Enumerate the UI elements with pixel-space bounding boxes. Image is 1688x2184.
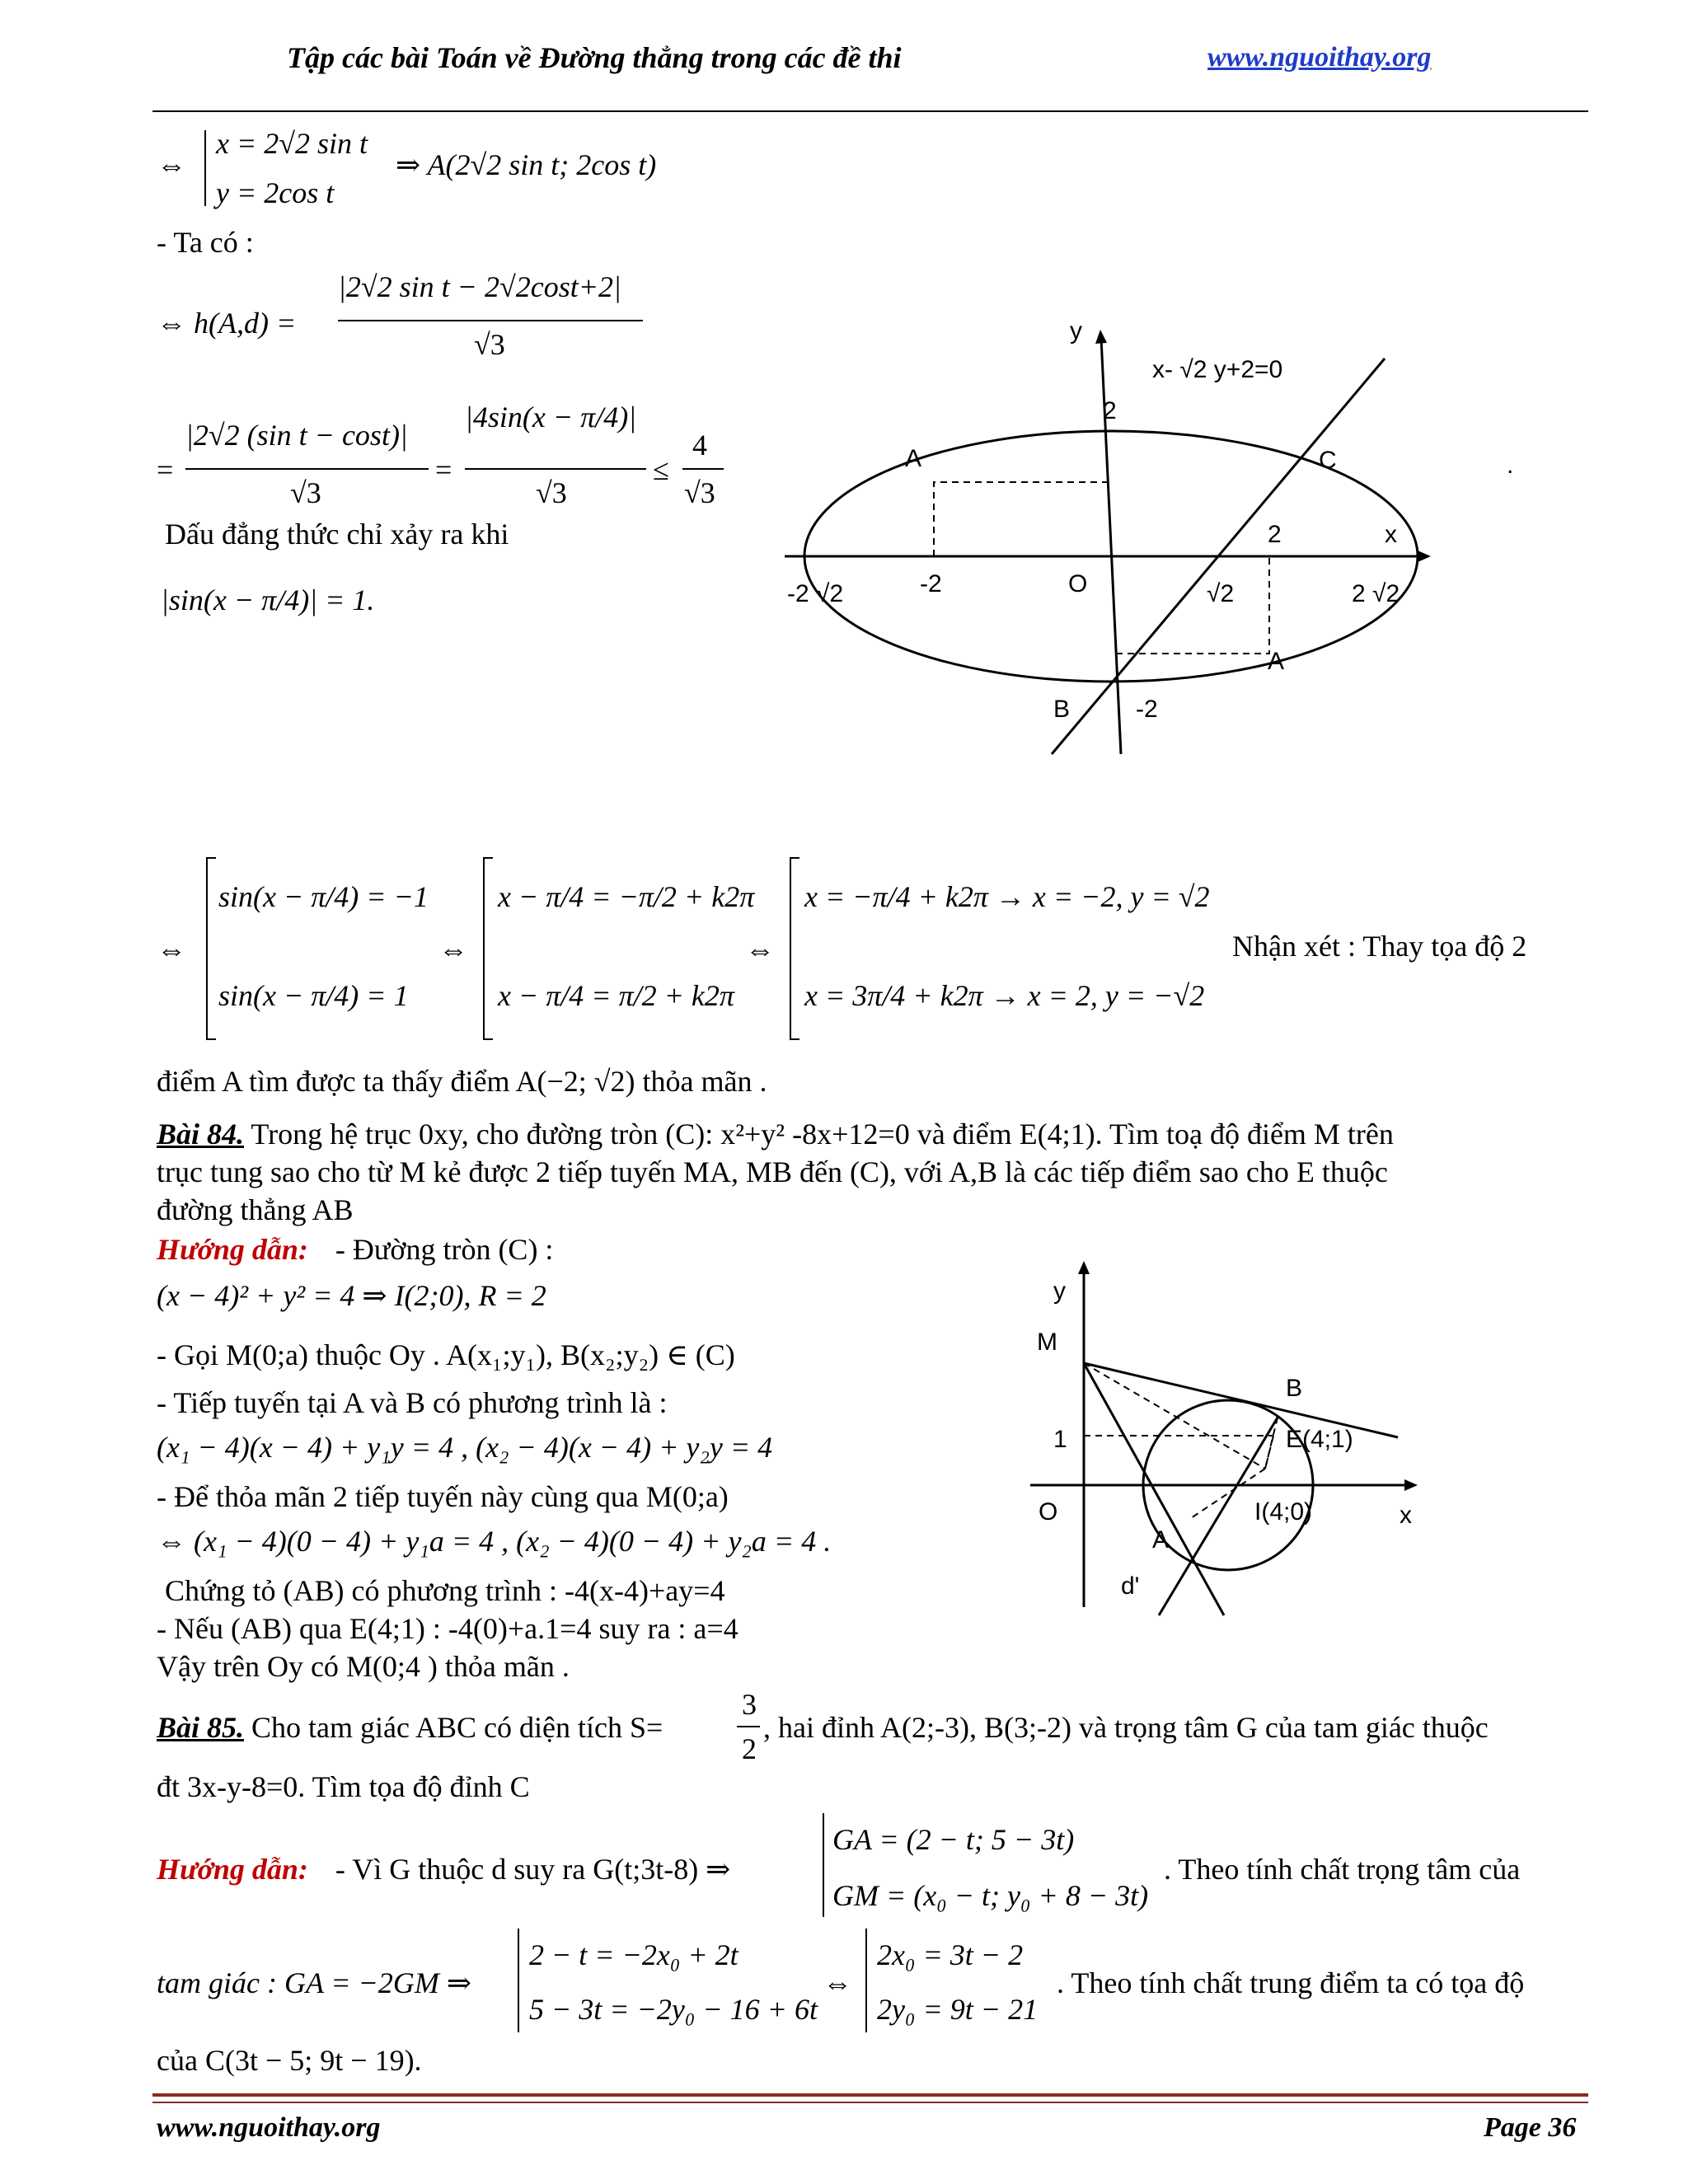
bai85-s4: 2y₀ = 9t − 21 [877, 1993, 1039, 2026]
bai84-text3: đường thẳng AB [157, 1193, 354, 1226]
fig1-dot: . [1507, 452, 1514, 479]
eq-den1: √3 [290, 476, 321, 509]
dau-bang: Dấu đẳng thức chỉ xảy ra khi [165, 518, 509, 551]
fig2-d: d' [1121, 1572, 1140, 1600]
eq-bar2 [465, 468, 646, 470]
case-bracket-1 [206, 857, 216, 1040]
fig2-y-label: y [1053, 1277, 1066, 1305]
bai84-l5: (x₁ − 4)(x − 4) + y₁y = 4 , (x₂ − 4)(x − 4) + y₂y = 4 [157, 1431, 773, 1464]
fig2-y-arrow [1078, 1261, 1090, 1274]
bai85-s3: 2x₀ = 3t − 2 [877, 1938, 1024, 1971]
fig1-y-label: y [1070, 317, 1082, 344]
case-b1: x − π/4 = −π/2 + k2π [498, 880, 755, 913]
fig2-B: B [1286, 1375, 1303, 1402]
fig1-tick-r2: √2 [1207, 580, 1235, 607]
bai84-l9: - Nếu (AB) qua E(4;1) : -4(0)+a.1=4 suy ra : a=4 [157, 1612, 738, 1645]
bai85-s2: 5 − 3t = −2y₀ − 16 + 6t [529, 1993, 818, 2026]
fig1-origin: O [1068, 570, 1088, 598]
circle-figure [1014, 1253, 1442, 1632]
fig2-E: E(4;1) [1286, 1426, 1353, 1453]
x-axis-arrow [1418, 551, 1431, 562]
bai85-title: Bài 85. [157, 1711, 245, 1744]
ta-co: - Ta có : [157, 226, 254, 259]
fig2-O: O [1039, 1498, 1058, 1526]
eq-mid: = [435, 453, 452, 486]
case-b2: x − π/4 = π/2 + k2π [498, 979, 734, 1012]
bai84-l6: - Để thỏa mãn 2 tiếp tuyến này cùng qua M(0;a) [157, 1480, 729, 1513]
bai85-text1a: Cho tam giác ABC có diện tích S= [251, 1711, 663, 1744]
h-lhs: ⇔ h(A,d) = [157, 307, 297, 340]
footer-page-number: Page 36 [1484, 2112, 1577, 2143]
fig1-tick-m2-y: -2 [1136, 696, 1158, 723]
cases-iff-1: ⇔ [157, 933, 186, 966]
eq-num1: |2√2 (sin t − cost)| [185, 419, 408, 452]
case-bracket-3 [790, 857, 799, 1040]
bai85-huong-dan: Hướng dẫn: [157, 1853, 308, 1886]
eq-num3: 4 [692, 429, 707, 462]
eq-den2: √3 [536, 476, 567, 509]
bai85-brace1 [823, 1813, 824, 1917]
bai84-l2: (x − 4)² + y² = 4 ⇒ I(2;0), R = 2 [157, 1279, 546, 1312]
fig1-tick-m2r2: -2 √2 [787, 580, 844, 607]
fig1-x-label: x [1385, 521, 1397, 548]
sys-eq1: x = 2√2 sin t [216, 127, 368, 160]
fig1-tick-2r2: 2 √2 [1352, 580, 1400, 607]
sys-eq2: y = 2cos t [216, 176, 335, 209]
case-c1: x = −π/4 + k2π → x = −2, y = √2 [804, 880, 1210, 913]
fig1-line-label: x- √2 y+2=0 [1152, 356, 1283, 383]
bai85-l2a: tam giác : GA = −2GM ⇒ [157, 1966, 472, 1999]
bai85-l3: của C(3t − 5; 9t − 19). [157, 2044, 422, 2077]
h-frac-bar [338, 320, 643, 321]
bai85-s-bar [737, 1726, 760, 1727]
bai85-l1: - Vì G thuộc d suy ra G(t;3t-8) ⇒ [335, 1853, 731, 1886]
dashed-MI [1084, 1363, 1265, 1469]
bai85-l2b: . Theo tính chất trung điểm ta có tọa độ [1057, 1966, 1525, 1999]
fig1-tick-2-y: 2 [1103, 397, 1117, 424]
case-bracket-2 [483, 857, 493, 1040]
bai85-s-den: 2 [742, 1732, 757, 1765]
sys-result: ⇒ A(2√2 sin t; 2cos t) [396, 148, 657, 181]
bai84-huong-dan: Hướng dẫn: [157, 1233, 308, 1266]
fig1-label-A-bottom: A [1268, 648, 1285, 675]
fig2-x-arrow [1404, 1479, 1418, 1491]
bai85-gm: GM = (x₀ − t; y₀ + 8 − 3t) [832, 1879, 1149, 1912]
footer-site[interactable]: www.nguoithay.org [157, 2112, 381, 2143]
cases-conclusion: điểm A tìm được ta thấy điểm A(−2; √2) thỏa mãn . [157, 1065, 767, 1098]
nhan-xet: Nhận xét : Thay tọa độ 2 [1232, 930, 1527, 963]
header-title: Tập các bài Toán về Đường thẳng trong các đề thi [287, 41, 902, 74]
bai84-title: Bài 84. [157, 1118, 245, 1151]
cases-iff-2: ⇔ [438, 933, 468, 966]
bai85-s-num: 3 [742, 1688, 757, 1721]
h-denominator: √3 [474, 328, 505, 361]
bai85-brace3 [865, 1929, 867, 2032]
bai85-brace2 [518, 1929, 519, 2032]
fig1-label-A-top: A [905, 445, 922, 472]
bai84-l8: Chứng tỏ (AB) có phương trình : -4(x-4)+ay=4 [165, 1574, 725, 1607]
y-axis-arrow [1095, 330, 1107, 344]
case-c2: x = 3π/4 + k2π → x = 2, y = −√2 [804, 979, 1205, 1012]
bai84-l7: ⇔ (x₁ − 4)(0 − 4) + y₁a = 4 , (x₂ − 4)(0 − 4) + y₂a = 4 . [157, 1525, 832, 1558]
bai85-l2m: ⇔ [823, 1966, 852, 1999]
fig2-x-label: x [1400, 1502, 1412, 1529]
bai84-l10: Vậy trên Oy có M(0;4 ) thỏa mãn . [157, 1650, 570, 1683]
ellipse-figure [775, 317, 1451, 762]
bai84-l3: - Gọi M(0;a) thuộc Oy . A(x₁;y₁), B(x₂;y₂) ∈ (C) [157, 1338, 735, 1371]
bai84-text2: trục tung sao cho từ M kẻ được 2 tiếp tuyến MA, MB đến (C), với A,B là các tiếp điểm sao cho E thuộc [157, 1155, 1388, 1188]
eq-den3: √3 [684, 476, 715, 509]
bai85-text2: đt 3x-y-8=0. Tìm tọa độ đỉnh C [157, 1770, 530, 1803]
case-a2: sin(x − π/4) = 1 [218, 979, 409, 1012]
fig1-label-C: C [1319, 447, 1337, 474]
dashed-A-top [934, 482, 1109, 556]
fig2-one: 1 [1053, 1426, 1067, 1453]
fig1-tick-2-x: 2 [1268, 521, 1282, 548]
eq-bar1 [185, 468, 429, 470]
h-numerator: |2√2 sin t − 2√2cost+2| [338, 270, 621, 303]
fig2-A: A [1152, 1526, 1170, 1554]
footer-rule-thick [152, 2093, 1588, 2097]
footer-rule-thin [152, 2102, 1588, 2103]
bai85-ga: GA = (2 − t; 5 − 3t) [832, 1823, 1075, 1856]
sin-condition: |sin(x − π/4)| = 1. [161, 583, 375, 616]
eq-le: ≤ [653, 453, 669, 486]
bai85-s1: 2 − t = −2x₀ + 2t [529, 1938, 738, 1971]
bai84-text1: Trong hệ trục 0xy, cho đường tròn (C): x²+y² -8x+12=0 và điểm E(4;1). Tìm toạ độ điểm M trên [251, 1118, 1394, 1151]
eq-lhs: = [157, 453, 174, 486]
bai84-l1: - Đường tròn (C) : [335, 1233, 554, 1266]
iff-sign: ⇔ [157, 148, 186, 181]
fig2-M: M [1037, 1329, 1057, 1356]
header-rule [152, 110, 1588, 112]
fig1-label-B: B [1053, 696, 1071, 723]
bai85-l1b: . Theo tính chất trọng tâm của [1164, 1853, 1521, 1886]
fig1-tick-m2-x: -2 [920, 570, 942, 598]
bai85-text1b: , hai đỉnh A(2;-3), B(3;-2) và trọng tâm G của tam giác thuộc [763, 1711, 1489, 1744]
dashed-A-bottom [1116, 556, 1269, 654]
header-site-link[interactable]: www.nguoithay.org [1207, 42, 1432, 73]
tangent-MA [1084, 1363, 1224, 1615]
fig2-I: I(4;0) [1254, 1498, 1313, 1526]
eq-bar3 [682, 468, 724, 470]
eq-num2: |4sin(x − π/4)| [465, 401, 637, 434]
cases-iff-3: ⇔ [745, 933, 775, 966]
case-a1: sin(x − π/4) = −1 [218, 880, 429, 913]
system-brace [204, 130, 206, 206]
bai84-l4: - Tiếp tuyến tại A và B có phương trình là : [157, 1386, 668, 1419]
